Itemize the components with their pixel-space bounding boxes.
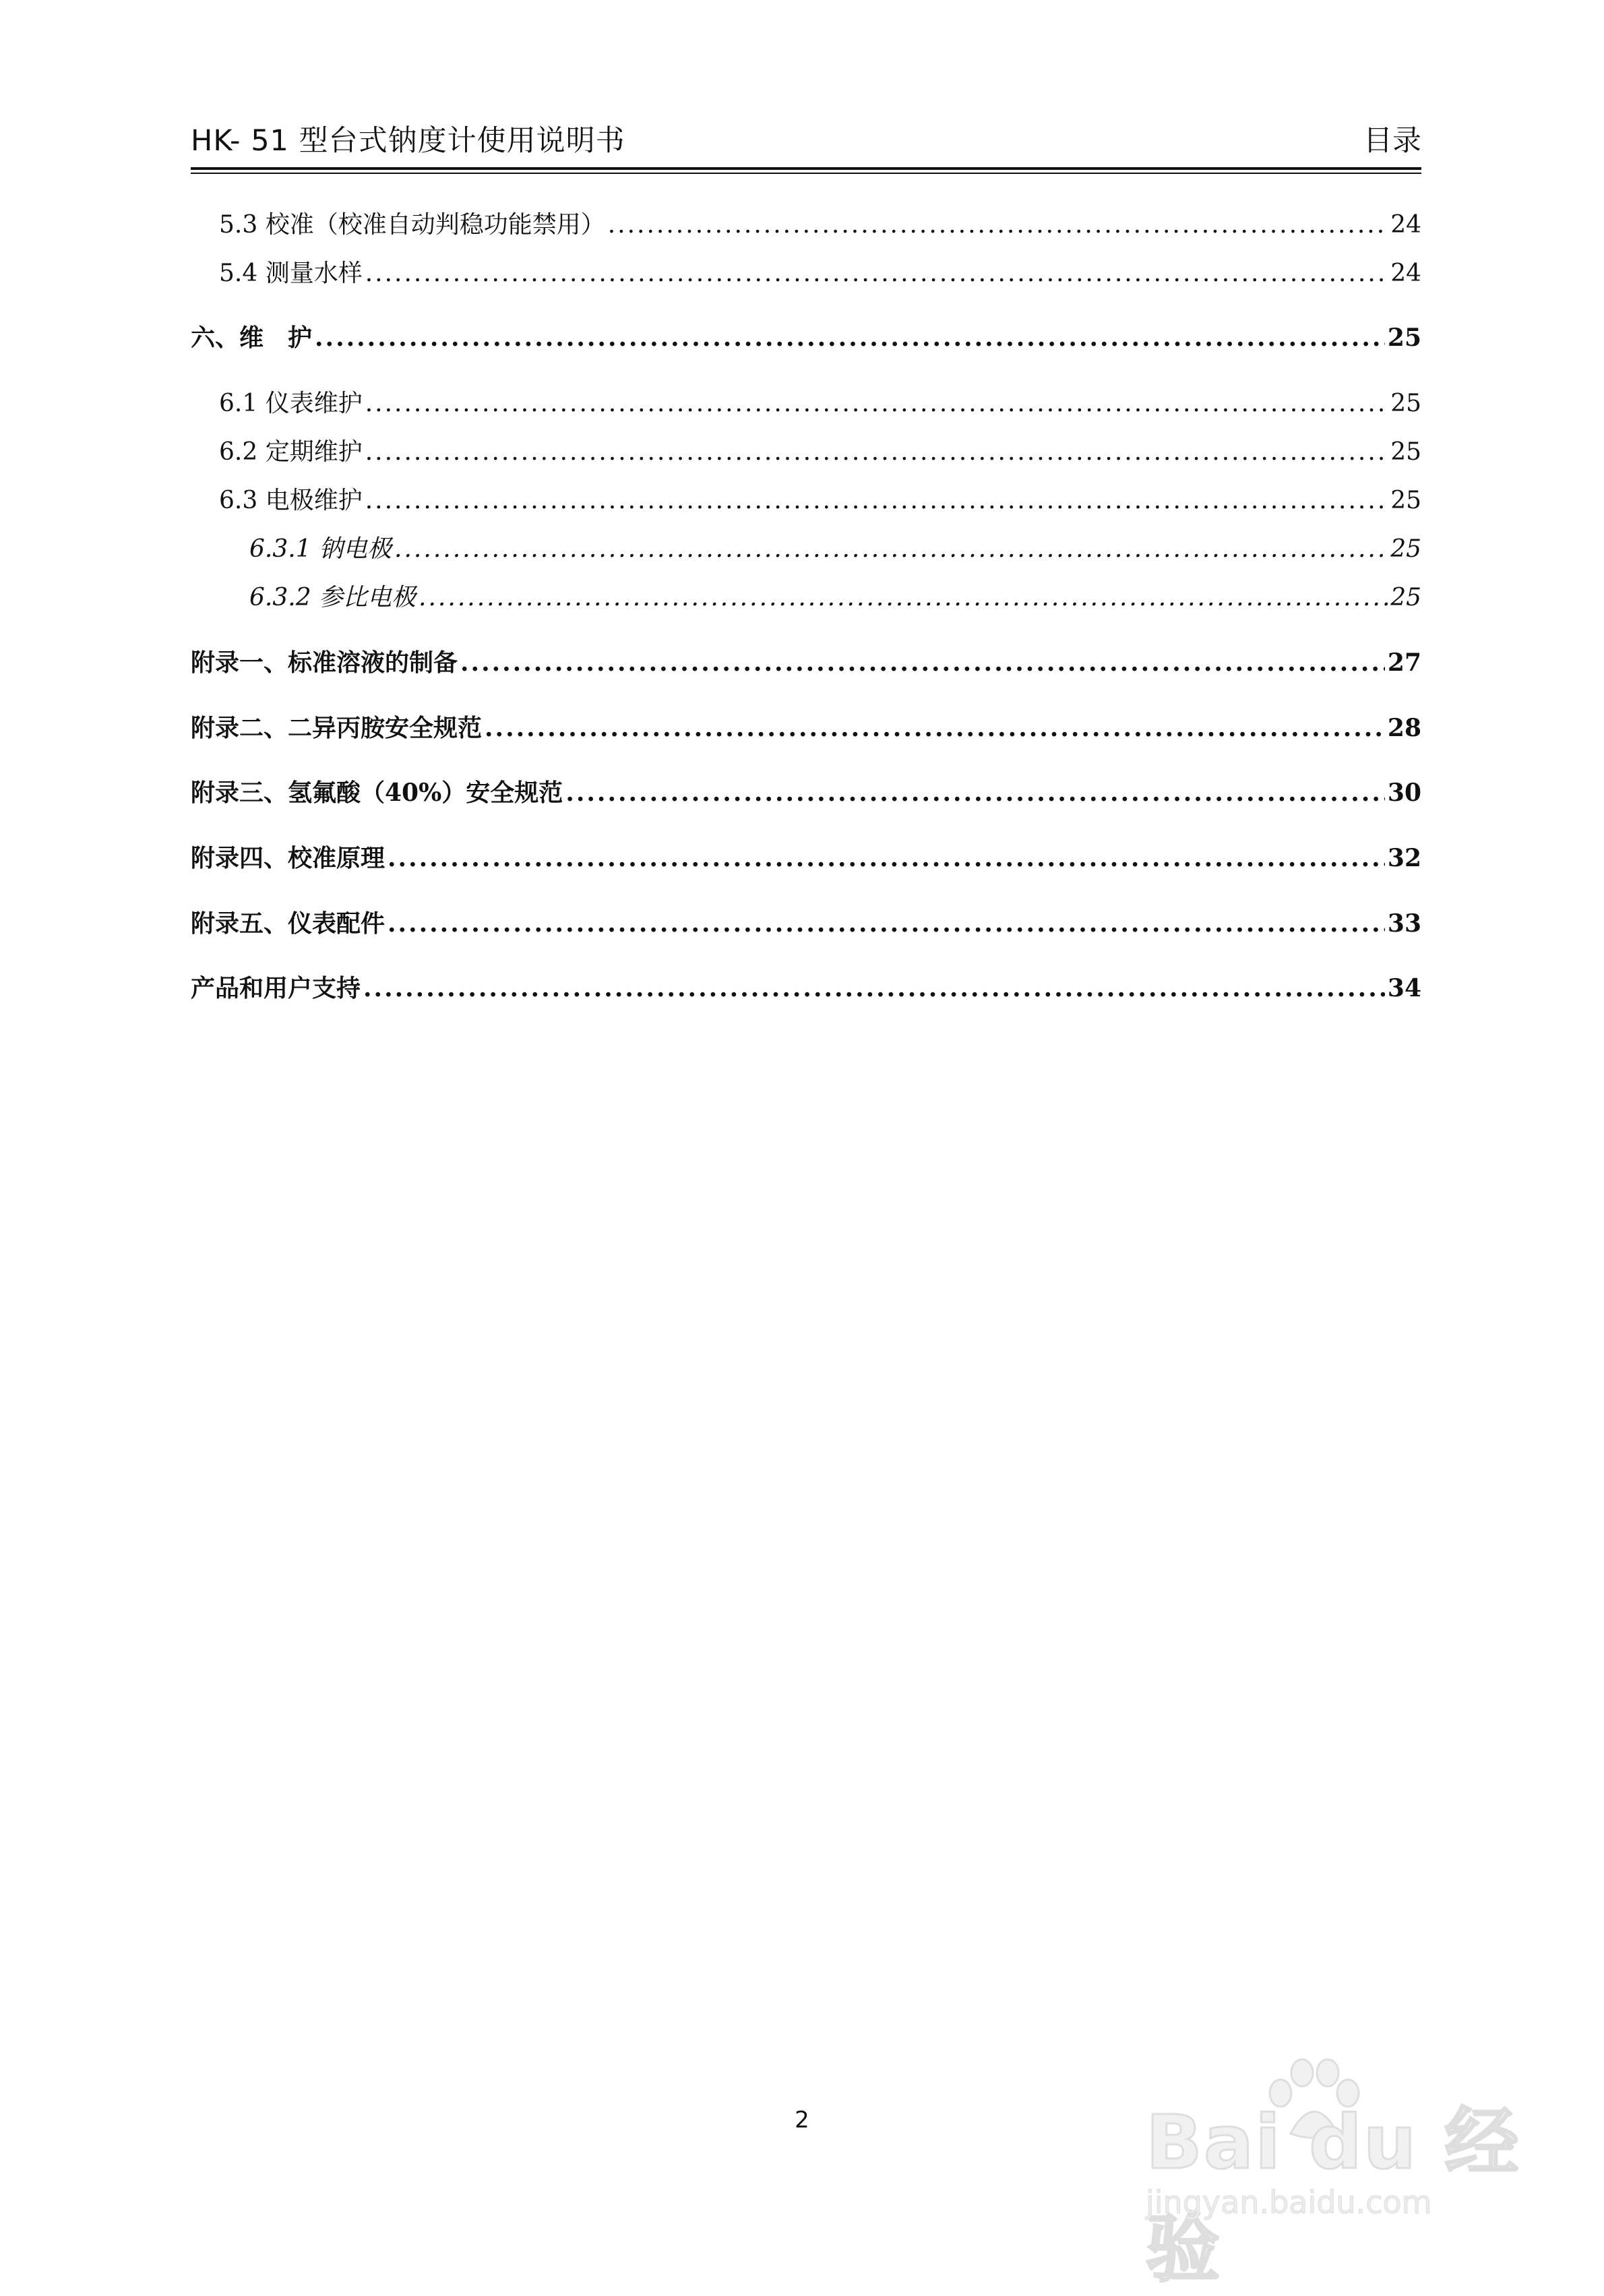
toc-entry[interactable] xyxy=(191,774,1421,808)
toc-leader-dots xyxy=(565,779,1385,807)
toc-leader-dots xyxy=(365,438,1388,466)
toc-leader-dots xyxy=(365,487,1388,514)
toc-entry-label: 附录一、标准溶液的制备 xyxy=(191,648,458,677)
toc-entry-label: 5.3 校准（校准自动判稳功能禁用） xyxy=(219,211,605,239)
toc-entry-label: 产品和用户支持 xyxy=(191,974,361,1002)
toc-entry-page: 32 xyxy=(1387,844,1421,872)
toc-entry-label: 附录四、校准原理 xyxy=(191,844,385,872)
toc-entry[interactable] xyxy=(191,969,1421,1003)
watermark-brand: Bai du 经验 xyxy=(1146,2099,1520,2292)
toc-entry-label: 六、维 护 xyxy=(191,324,313,352)
toc-entry[interactable] xyxy=(219,206,1421,239)
toc-entry[interactable] xyxy=(219,433,1421,466)
toc-entry-page: 27 xyxy=(1387,648,1421,677)
toc-entry-label: 5.4 测量水样 xyxy=(219,260,363,287)
toc-entry-page: 25 xyxy=(1390,584,1421,611)
toc-entry[interactable] xyxy=(219,384,1421,418)
toc-leader-dots xyxy=(365,390,1388,417)
toc-leader-dots xyxy=(365,260,1388,287)
toc-entry-label: 6.1 仪表维护 xyxy=(219,390,363,417)
toc-entry-page: 25 xyxy=(1390,487,1421,514)
toc-entry-label: 附录二、二异丙胺安全规范 xyxy=(191,714,483,742)
toc-entry-page: 28 xyxy=(1387,714,1421,742)
toc-entry-page: 33 xyxy=(1387,909,1421,938)
toc-entry-page: 25 xyxy=(1390,438,1421,466)
toc-entry-page: 25 xyxy=(1390,535,1421,563)
toc-entry[interactable] xyxy=(191,319,1421,353)
toc-entry-label: 6.3 电极维护 xyxy=(219,487,363,514)
toc-entry[interactable] xyxy=(219,481,1421,515)
toc-leader-dots xyxy=(388,909,1385,938)
toc-leader-dots xyxy=(419,584,1388,611)
toc-entry-page: 25 xyxy=(1387,324,1421,352)
toc-leader-dots xyxy=(485,714,1385,742)
toc-leader-dots xyxy=(394,535,1388,563)
page-number: 2 xyxy=(795,2107,809,2134)
section-label: 目录 xyxy=(1363,124,1421,158)
baidu-watermark xyxy=(1146,2056,1564,2292)
toc-leader-dots xyxy=(363,974,1385,1002)
document-title: HK- 51 型台式钠度计使用说明书 xyxy=(191,124,625,158)
toc-entry[interactable] xyxy=(249,578,1421,612)
toc-entry[interactable] xyxy=(191,905,1421,938)
toc-entry[interactable] xyxy=(191,839,1421,873)
toc-leader-dots xyxy=(460,648,1385,677)
toc-entry-label: 附录三、氢氟酸（40%）安全规范 xyxy=(191,779,563,807)
toc-entry[interactable] xyxy=(191,709,1421,743)
toc-entry-page: 24 xyxy=(1390,260,1421,287)
toc-entry-page: 34 xyxy=(1387,974,1421,1002)
toc-entry-page: 24 xyxy=(1390,211,1421,239)
toc-entry-label: 附录五、仪表配件 xyxy=(191,909,385,938)
watermark-url: jingyan.baidu.com xyxy=(1146,2184,1432,2221)
toc-entry-label: 6.3.2 参比电极 xyxy=(249,584,417,611)
toc-entry-page: 25 xyxy=(1390,390,1421,417)
toc-entry-label: 6.3.1 钠电极 xyxy=(249,535,392,563)
toc-entry[interactable] xyxy=(191,644,1421,677)
toc-leader-dots xyxy=(315,324,1385,352)
toc-leader-dots xyxy=(388,844,1385,872)
toc-entry-label: 6.2 定期维护 xyxy=(219,438,363,466)
toc-entry[interactable] xyxy=(249,530,1421,564)
toc-leader-dots xyxy=(608,211,1388,239)
toc-entry[interactable] xyxy=(219,254,1421,288)
toc-entry-page: 30 xyxy=(1387,779,1421,807)
